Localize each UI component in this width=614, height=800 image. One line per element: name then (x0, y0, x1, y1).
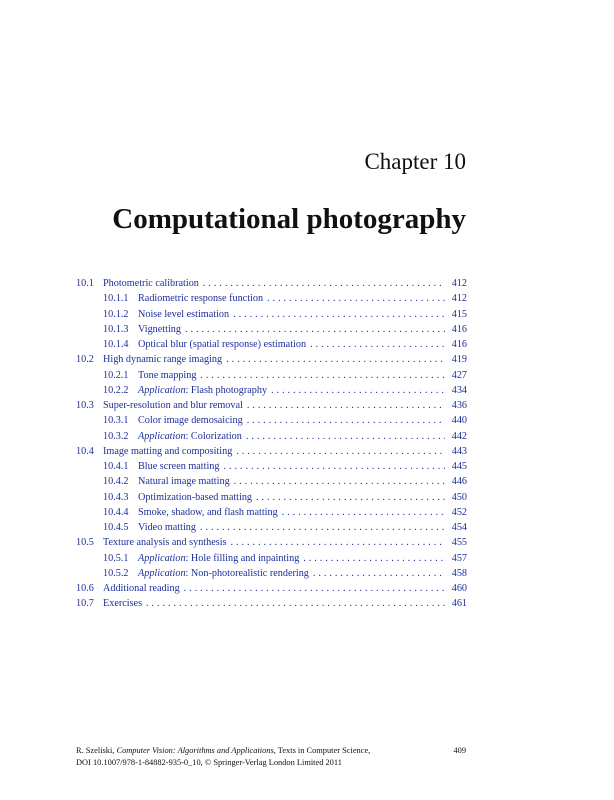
toc-subsection-link[interactable] (76, 337, 467, 352)
footer-book-title: Computer Vision: Algorithms and Applications (116, 746, 274, 755)
toc-section-link[interactable] (76, 596, 467, 611)
toc-dot-leader (203, 276, 445, 291)
toc-entry-number: 10.1 (76, 278, 94, 289)
toc-section-link[interactable] (76, 352, 467, 367)
toc-entry-title (138, 383, 271, 398)
toc-dot-leader (184, 581, 445, 596)
footer-doi: DOI 10.1007/978-1-84882-935-0_10, © Springer-Verlag London Limited 2011 (76, 758, 342, 767)
toc-subsection-link[interactable] (76, 383, 467, 398)
toc-entry-number: 10.4.3 (103, 491, 129, 503)
toc-subsection-link[interactable] (76, 307, 467, 322)
toc-entry-title (138, 566, 313, 581)
toc-entry-page: 450 (451, 491, 467, 503)
toc-entry-number: 10.5.1 (103, 552, 129, 564)
toc-entry-title (138, 368, 200, 383)
toc-entry-number: 10.5.2 (103, 567, 129, 579)
toc-entry-prefix: Application (138, 552, 186, 564)
toc-entry-page: 442 (451, 430, 467, 442)
toc-entry-title-text: Photometric calibration (103, 278, 199, 289)
toc-entry-page: 452 (451, 506, 467, 518)
toc-entry-title-text: Video matting (138, 522, 196, 533)
toc-entry-title-text: Image matting and compositing (103, 445, 233, 457)
toc-entry-number: 10.1.1 (103, 293, 129, 305)
toc-entry-number: 10.2 (76, 354, 94, 366)
toc-subsection-link[interactable] (76, 322, 467, 337)
toc-entry-page: 434 (451, 384, 467, 396)
toc-entry-page: 427 (451, 369, 467, 381)
footer-series: , Texts in Computer Science, (273, 746, 371, 755)
toc-entry-title-text: Texture analysis and synthesis (103, 537, 227, 549)
toc-subsection-link[interactable] (76, 459, 467, 474)
toc-entry-title (138, 505, 282, 520)
toc-entry-page: 419 (451, 354, 467, 366)
toc-entry-page: 445 (451, 461, 467, 472)
toc-section-link[interactable] (76, 398, 467, 413)
toc-entry-title (138, 307, 233, 322)
toc-dot-leader (200, 368, 445, 383)
toc-entry-number: 10.4.4 (103, 506, 129, 518)
toc-entry-title-text: Color image demosaicing (138, 415, 243, 427)
toc-dot-leader (313, 566, 445, 581)
toc-entry-page: 415 (451, 308, 467, 320)
toc-subsection-link[interactable] (76, 520, 467, 535)
toc-dot-leader (247, 398, 445, 413)
toc-entry-number: 10.1.3 (103, 323, 129, 335)
toc-section-link[interactable] (76, 444, 467, 459)
toc-entry-number: 10.1.4 (103, 339, 129, 350)
toc-entry-page: 416 (451, 339, 467, 350)
footer-citation (76, 745, 467, 757)
toc-entry-title (103, 444, 236, 459)
toc-entry-title (138, 337, 310, 352)
toc-entry-title-text: Noise level estimation (138, 308, 230, 320)
toc-dot-leader (246, 429, 445, 444)
toc-dot-leader (234, 474, 445, 489)
toc-subsection-link[interactable] (76, 413, 467, 428)
toc-entry-title-text: Natural image matting (138, 476, 230, 488)
toc-dot-leader (200, 520, 445, 535)
toc-dot-leader (271, 383, 445, 398)
toc-subsection-link[interactable] (76, 429, 467, 444)
toc-entry-title (138, 490, 256, 505)
toc-entry-page: 460 (451, 583, 467, 594)
toc-entry-page: 455 (451, 537, 467, 549)
chapter-title: Computational photography (112, 203, 466, 235)
toc-entry-page: 446 (451, 476, 467, 488)
toc-entry-title (138, 551, 303, 566)
toc-entry-title (138, 413, 247, 428)
toc-dot-leader (226, 352, 445, 367)
toc-entry-title-text: High dynamic range imaging (103, 354, 223, 366)
toc-entry-page: 443 (451, 445, 467, 457)
footer-author: R. Szeliski, (76, 746, 117, 755)
toc-entry-title-text: : Colorization (185, 430, 242, 442)
toc-entry-number: 10.7 (76, 598, 94, 610)
toc-subsection-link[interactable] (76, 490, 467, 505)
toc-entry-title (103, 352, 226, 367)
toc-entry-page: 412 (451, 278, 467, 289)
toc-entry-title-text: Optimization-based matting (138, 491, 253, 503)
toc-subsection-link[interactable] (76, 474, 467, 489)
toc-dot-leader (267, 291, 445, 306)
toc-entry-title-text: Vignetting (138, 323, 181, 335)
toc-entry-title-text: : Flash photography (185, 384, 268, 396)
toc-entry-page: 458 (451, 567, 467, 579)
toc-entry-page: 436 (451, 400, 467, 411)
page-footer (76, 745, 467, 769)
toc-entry-title (138, 291, 267, 306)
toc-entry-number: 10.3 (76, 400, 94, 411)
toc-entry-page: 416 (451, 323, 467, 335)
toc-section-link[interactable] (76, 535, 467, 550)
chapter-label: Chapter 10 (364, 149, 466, 174)
toc-entry-number: 10.4 (76, 445, 94, 457)
toc-subsection-link[interactable] (76, 368, 467, 383)
toc-entry-title (103, 276, 203, 291)
toc-subsection-link[interactable] (76, 566, 467, 581)
toc-dot-leader (146, 596, 445, 611)
toc-entry-number: 10.4.1 (103, 461, 129, 472)
toc-dot-leader (223, 459, 445, 474)
toc-dot-leader (233, 307, 445, 322)
toc-dot-leader (310, 337, 445, 352)
toc-entry-title (103, 581, 184, 596)
toc-entry-title (138, 520, 200, 535)
toc-dot-leader (256, 490, 445, 505)
toc-dot-leader (282, 505, 445, 520)
toc-entry-number: 10.2.2 (103, 384, 129, 396)
toc-entry-title (138, 322, 185, 337)
toc-entry-number: 10.1.2 (103, 308, 129, 320)
toc-entry-title-text: : Hole filling and inpainting (185, 552, 300, 564)
toc-entry-title-text: Optical blur (spatial response) estimation (138, 339, 307, 350)
toc-entry-title (103, 596, 146, 611)
toc-dot-leader (236, 444, 445, 459)
toc-entry-title-text: Tone mapping (138, 369, 197, 381)
toc-entry-page: 412 (451, 293, 467, 305)
toc-entry-title-text: Exercises (103, 598, 143, 610)
toc-entry-number: 10.4.5 (103, 522, 129, 533)
toc-dot-leader (185, 322, 445, 337)
toc-entry-title-text: : Non-photorealistic rendering (185, 567, 309, 579)
table-of-contents (76, 276, 467, 612)
toc-entry-number: 10.2.1 (103, 369, 129, 381)
toc-subsection-link[interactable] (76, 505, 467, 520)
toc-entry-prefix: Application (138, 430, 186, 442)
toc-section-link[interactable] (76, 581, 467, 596)
toc-entry-page: 457 (451, 552, 467, 564)
toc-entry-page: 454 (451, 522, 467, 533)
toc-entry-number: 10.3.2 (103, 430, 129, 442)
toc-section-link[interactable] (76, 276, 467, 291)
toc-entry-prefix: Application (138, 384, 186, 396)
toc-subsection-link[interactable] (76, 551, 467, 566)
toc-entry-title (103, 398, 247, 413)
toc-entry-page: 440 (451, 415, 467, 427)
toc-entry-number: 10.3.1 (103, 415, 129, 427)
toc-entry-title (138, 459, 223, 474)
toc-entry-title-text: Smoke, shadow, and flash matting (138, 506, 278, 518)
toc-subsection-link[interactable] (76, 291, 467, 306)
page-number: 409 (453, 746, 466, 755)
toc-entry-title (103, 535, 231, 550)
toc-dot-leader (247, 413, 445, 428)
toc-entry-number: 10.6 (76, 583, 94, 594)
toc-entry-title-text: Super-resolution and blur removal (103, 400, 243, 411)
toc-entry-title (138, 429, 246, 444)
toc-entry-title-text: Additional reading (103, 583, 180, 594)
toc-entry-number: 10.4.2 (103, 476, 129, 488)
toc-entry-title-text: Blue screen matting (138, 461, 220, 472)
toc-dot-leader (231, 535, 446, 550)
toc-entry-prefix: Application (138, 567, 186, 579)
toc-dot-leader (303, 551, 445, 566)
toc-entry-number: 10.5 (76, 537, 94, 549)
toc-entry-title-text: Radiometric response function (138, 293, 264, 305)
toc-entry-title (138, 474, 234, 489)
toc-entry-page: 461 (451, 598, 467, 610)
